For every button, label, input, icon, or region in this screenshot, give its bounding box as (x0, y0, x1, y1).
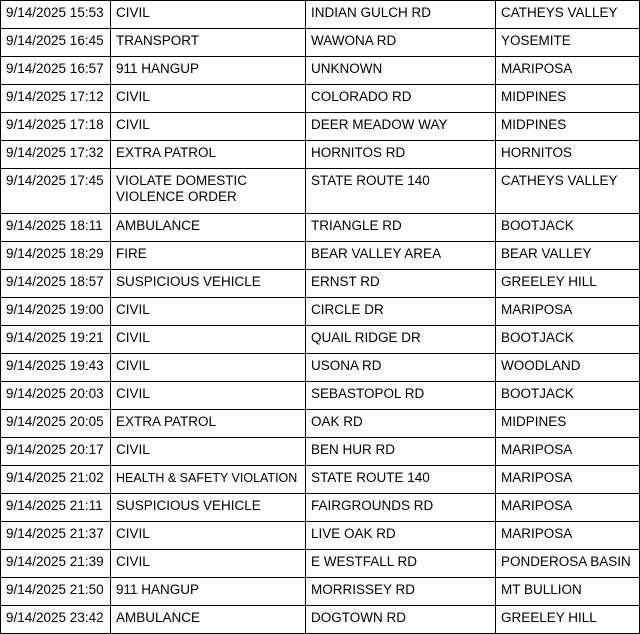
table-row (1, 578, 640, 606)
area-cell: GREELEY HILL (496, 606, 640, 634)
table-row (1, 438, 640, 466)
location-cell: STATE ROUTE 140 (306, 169, 496, 214)
area-cell: PONDEROSA BASIN (496, 550, 640, 578)
datetime-cell: 9/14/2025 17:12 (1, 85, 111, 113)
call-type-cell: CIVIL (111, 298, 306, 326)
location-cell: DEER MEADOW WAY (306, 113, 496, 141)
table-row (1, 113, 640, 141)
datetime-cell: 9/14/2025 20:17 (1, 438, 111, 466)
call-type-cell: 911 HANGUP (111, 57, 306, 85)
datetime-cell: 9/14/2025 21:50 (1, 578, 111, 606)
call-type-cell: VIOLATE DOMESTIC VIOLENCE ORDER (111, 169, 306, 214)
datetime-cell: 9/14/2025 21:02 (1, 466, 111, 494)
area-cell: YOSEMITE (496, 29, 640, 57)
location-cell: INDIAN GULCH RD (306, 1, 496, 29)
datetime-cell: 9/14/2025 20:05 (1, 410, 111, 438)
area-cell: WOODLAND (496, 354, 640, 382)
call-type-cell: AMBULANCE (111, 606, 306, 634)
datetime-cell: 9/14/2025 23:42 (1, 606, 111, 634)
table-row (1, 29, 640, 57)
area-cell: BOOTJACK (496, 382, 640, 410)
area-cell: BOOTJACK (496, 214, 640, 242)
location-cell: CIRCLE DR (306, 298, 496, 326)
datetime-cell: 9/14/2025 18:11 (1, 214, 111, 242)
datetime-cell: 9/14/2025 21:39 (1, 550, 111, 578)
table-row (1, 57, 640, 85)
location-cell: FAIRGROUNDS RD (306, 494, 496, 522)
location-cell: STATE ROUTE 140 (306, 466, 496, 494)
table-row (1, 522, 640, 550)
area-cell: MARIPOSA (496, 298, 640, 326)
area-cell: CATHEYS VALLEY (496, 1, 640, 29)
table-row (1, 606, 640, 634)
call-type-cell: CIVIL (111, 522, 306, 550)
call-type-cell: EXTRA PATROL (111, 141, 306, 169)
call-type-cell: CIVIL (111, 550, 306, 578)
table-row (1, 354, 640, 382)
location-cell: TRIANGLE RD (306, 214, 496, 242)
call-type-cell: CIVIL (111, 438, 306, 466)
table-row (1, 169, 640, 214)
call-type-cell: CIVIL (111, 113, 306, 141)
table-row (1, 494, 640, 522)
location-cell: ERNST RD (306, 270, 496, 298)
location-cell: WAWONA RD (306, 29, 496, 57)
location-cell: BEN HUR RD (306, 438, 496, 466)
area-cell: GREELEY HILL (496, 270, 640, 298)
location-cell: SEBASTOPOL RD (306, 382, 496, 410)
datetime-cell: 9/14/2025 19:21 (1, 326, 111, 354)
area-cell: MIDPINES (496, 85, 640, 113)
datetime-cell: 9/14/2025 18:29 (1, 242, 111, 270)
table-row (1, 1, 640, 29)
location-cell: HORNITOS RD (306, 141, 496, 169)
area-cell: HORNITOS (496, 141, 640, 169)
call-type-cell: EXTRA PATROL (111, 410, 306, 438)
call-type-cell: CIVIL (111, 354, 306, 382)
datetime-cell: 9/14/2025 18:57 (1, 270, 111, 298)
area-cell: MARIPOSA (496, 438, 640, 466)
call-type-cell: HEALTH & SAFETY VIOLATION (111, 466, 306, 494)
datetime-cell: 9/14/2025 15:53 (1, 1, 111, 29)
location-cell: UNKNOWN (306, 57, 496, 85)
location-cell: MORRISSEY RD (306, 578, 496, 606)
call-type-cell: FIRE (111, 242, 306, 270)
location-cell: OAK RD (306, 410, 496, 438)
area-cell: MARIPOSA (496, 522, 640, 550)
table-row (1, 298, 640, 326)
location-cell: COLORADO RD (306, 85, 496, 113)
call-type-cell: SUSPICIOUS VEHICLE (111, 494, 306, 522)
call-type-cell: CIVIL (111, 85, 306, 113)
location-cell: USONA RD (306, 354, 496, 382)
call-type-cell: CIVIL (111, 326, 306, 354)
datetime-cell: 9/14/2025 17:45 (1, 169, 111, 214)
call-type-cell: CIVIL (111, 382, 306, 410)
area-cell: MARIPOSA (496, 466, 640, 494)
table-row (1, 326, 640, 354)
area-cell: MIDPINES (496, 410, 640, 438)
datetime-cell: 9/14/2025 16:57 (1, 57, 111, 85)
datetime-cell: 9/14/2025 20:03 (1, 382, 111, 410)
datetime-cell: 9/14/2025 21:37 (1, 522, 111, 550)
table-row (1, 550, 640, 578)
call-log-body (1, 1, 640, 634)
table-row (1, 466, 640, 494)
location-cell: E WESTFALL RD (306, 550, 496, 578)
datetime-cell: 9/14/2025 16:45 (1, 29, 111, 57)
location-cell: QUAIL RIDGE DR (306, 326, 496, 354)
datetime-cell: 9/14/2025 19:00 (1, 298, 111, 326)
table-row (1, 382, 640, 410)
area-cell: BEAR VALLEY (496, 242, 640, 270)
location-cell: LIVE OAK RD (306, 522, 496, 550)
area-cell: CATHEYS VALLEY (496, 169, 640, 214)
call-type-cell: AMBULANCE (111, 214, 306, 242)
table-row (1, 141, 640, 169)
area-cell: MT BULLION (496, 578, 640, 606)
area-cell: MARIPOSA (496, 57, 640, 85)
location-cell: BEAR VALLEY AREA (306, 242, 496, 270)
location-cell: DOGTOWN RD (306, 606, 496, 634)
call-type-cell: TRANSPORT (111, 29, 306, 57)
table-row (1, 242, 640, 270)
datetime-cell: 9/14/2025 17:18 (1, 113, 111, 141)
area-cell: BOOTJACK (496, 326, 640, 354)
call-type-cell: CIVIL (111, 1, 306, 29)
table-row (1, 410, 640, 438)
call-type-cell: SUSPICIOUS VEHICLE (111, 270, 306, 298)
table-row (1, 214, 640, 242)
datetime-cell: 9/14/2025 19:43 (1, 354, 111, 382)
area-cell: MARIPOSA (496, 494, 640, 522)
area-cell: MIDPINES (496, 113, 640, 141)
call-type-cell: 911 HANGUP (111, 578, 306, 606)
table-row (1, 85, 640, 113)
datetime-cell: 9/14/2025 21:11 (1, 494, 111, 522)
table-row (1, 270, 640, 298)
datetime-cell: 9/14/2025 17:32 (1, 141, 111, 169)
